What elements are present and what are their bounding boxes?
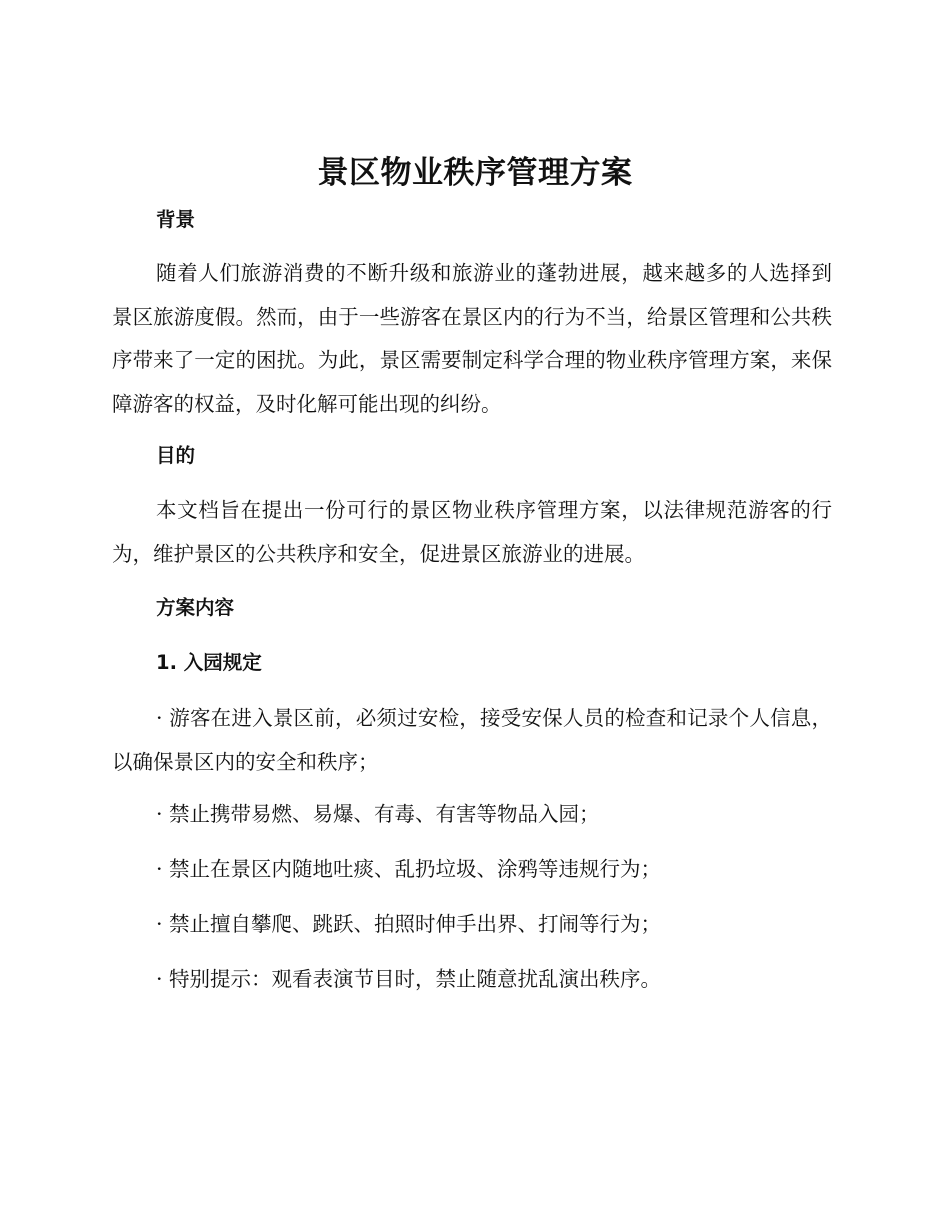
document-title: 景区物业秩序管理方案 — [317, 155, 633, 191]
rule-list-item: · 禁止携带易燃、易爆、有毒、有害等物品入园； — [156, 802, 600, 826]
section-heading-background: 背景 — [156, 208, 196, 231]
rule-list-item: · 禁止在景区内随地吐痰、乱扔垃圾、涂鸦等违规行为； — [156, 857, 662, 881]
rule-list-item: · 游客在进入景区前，必须过安检，接受安保人员的检查和记录个人信息，以确保景区内的安全和秩序； — [112, 706, 832, 774]
background-paragraph: 随着人们旅游消费的不断升级和旅游业的蓬勃进展，越来越多的人选择到景区旅游度假。然而，由于一些游客在景区内的行为不当，给景区管理和公共秩序带来了一定的困扰。为此，景区需要制定科学合理的物业秩序管理方案，来保障游客的权益，及时化解可能出现的纠纷。 — [112, 261, 832, 416]
rule-list-item: · 禁止擅自攀爬、跳跃、拍照时伸手出界、打闹等行为； — [156, 912, 662, 936]
section-heading-purpose: 目的 — [156, 444, 196, 467]
purpose-paragraph: 本文档旨在提出一份可行的景区物业秩序管理方案，以法律规范游客的行为，维护景区的公共秩序和安全，促进景区旅游业的进展。 — [112, 498, 832, 566]
subsection-heading-entry-rules: 1. 入园规定 — [156, 651, 262, 674]
rule-list-item: · 特别提示：观看表演节目时，禁止随意扰乱演出秩序。 — [156, 967, 662, 991]
section-heading-content: 方案内容 — [156, 596, 235, 619]
